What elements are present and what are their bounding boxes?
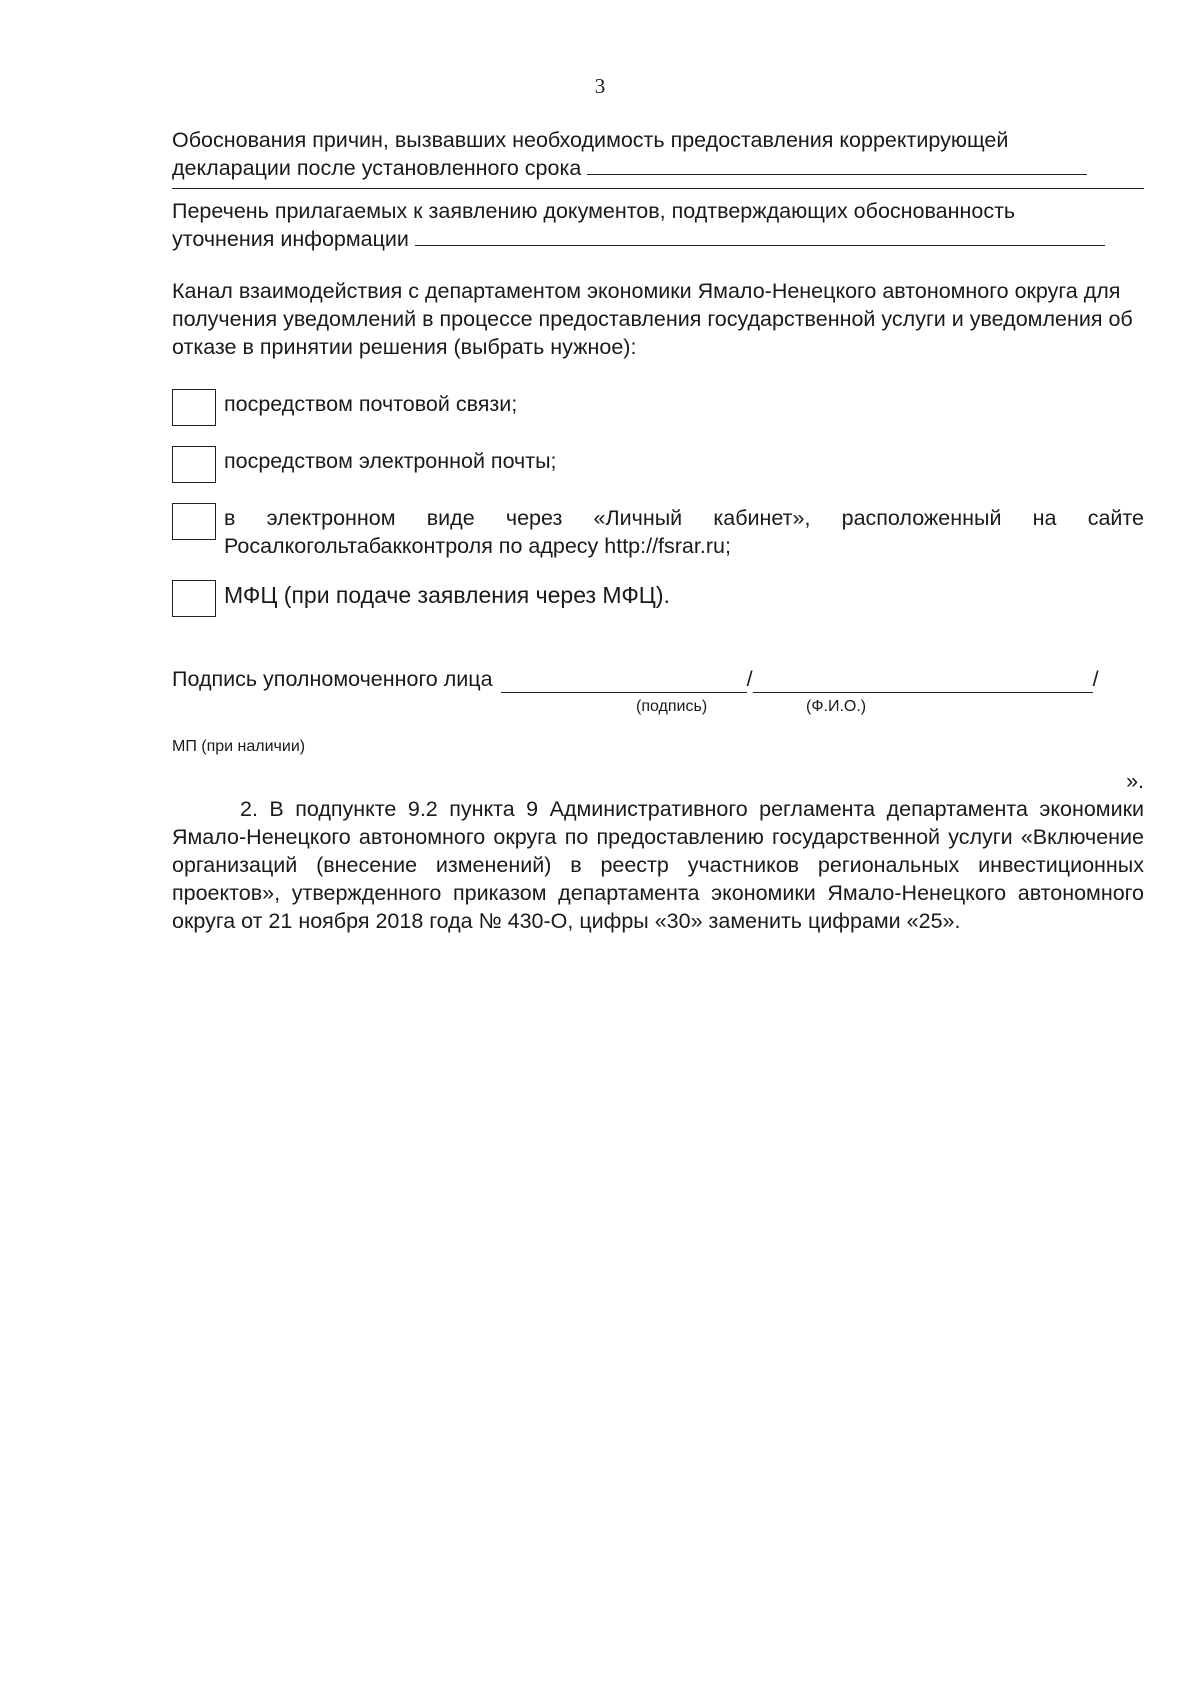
signature-slash-2: / (1092, 667, 1099, 691)
checkbox-personal-account[interactable] (172, 503, 216, 540)
justification-field[interactable] (587, 154, 1087, 175)
justification-block (172, 126, 1144, 189)
channel-options (172, 389, 1144, 617)
amendment-text: 2. В подпункте 9.2 пункта 9 Административного регламента департамента экономики Ямало-Ненецкого автономного округа по предоставлению государственной услуги «Включение организаций (внесение изменений) в реестр участников региональных инвестиционных проектов», утвержденного приказом департамента экономики Ямало-Ненецкого автономного округа от 21 ноября 2018 года № 430-О, цифры «30» заменить цифрами «25». (172, 797, 1144, 933)
full-name-field[interactable] (753, 672, 1093, 693)
justification-field-continuation[interactable] (172, 188, 1144, 189)
channel-label-personal-account (224, 503, 1144, 560)
page-number: 3 (594, 74, 606, 98)
justification-line-1: Обоснования причин, вызвавших необходимость предоставления корректирующей (172, 128, 1009, 152)
channel-option-personal-account (172, 503, 1144, 560)
documents-list-field[interactable] (415, 225, 1105, 246)
channel-label-personal-account-line-1: в электронном виде через «Личный кабинет», расположенный на сайте (224, 506, 1144, 530)
justification-label: декларации после установленного срока (172, 156, 582, 180)
checkbox-email[interactable] (172, 446, 216, 483)
quote-close: ». (1126, 769, 1144, 793)
caption-full-name: (Ф.И.О.) (806, 698, 867, 715)
signature-captions (172, 693, 1144, 715)
channel-label-post: посредством почтовой связи; (224, 392, 518, 416)
channel-label-email: посредством электронной почты; (224, 449, 557, 473)
channel-option-mfc (172, 580, 1144, 617)
channel-label-personal-account-line-2: Росалкогольтабакконтроля по адресу http://fsrar.ru; (224, 534, 731, 558)
amendment-paragraph (172, 795, 1144, 935)
channel-option-email (172, 446, 1144, 483)
signature-row (172, 665, 1144, 693)
document-body (172, 126, 1144, 935)
channel-option-post (172, 389, 1144, 426)
documents-list-line-2 (172, 225, 1144, 253)
documents-list-label: уточнения информации (172, 227, 409, 251)
signature-slash-1: / (746, 667, 753, 691)
justification-line-2 (172, 154, 1144, 182)
checkbox-post[interactable] (172, 389, 216, 426)
checkbox-mfc[interactable] (172, 580, 216, 617)
channel-label-mfc: МФЦ (при подаче заявления через МФЦ). (224, 582, 670, 608)
documents-list-block (172, 197, 1144, 253)
signature-field[interactable] (501, 672, 747, 693)
signature-label: Подпись уполномоченного лица (172, 667, 493, 691)
channel-intro: Канал взаимодействия с департаментом экономики Ямало-Ненецкого автономного округа для получения уведомлений в процессе предоставления государственной услуги и уведомления об отказе в принятии решения (выбрать нужное): (172, 279, 1133, 359)
caption-signature: (подпись) (636, 698, 708, 715)
stamp-note: МП (при наличии) (172, 738, 306, 755)
documents-list-line-1: Перечень прилагаемых к заявлению документов, подтверждающих обоснованность (172, 199, 1016, 223)
